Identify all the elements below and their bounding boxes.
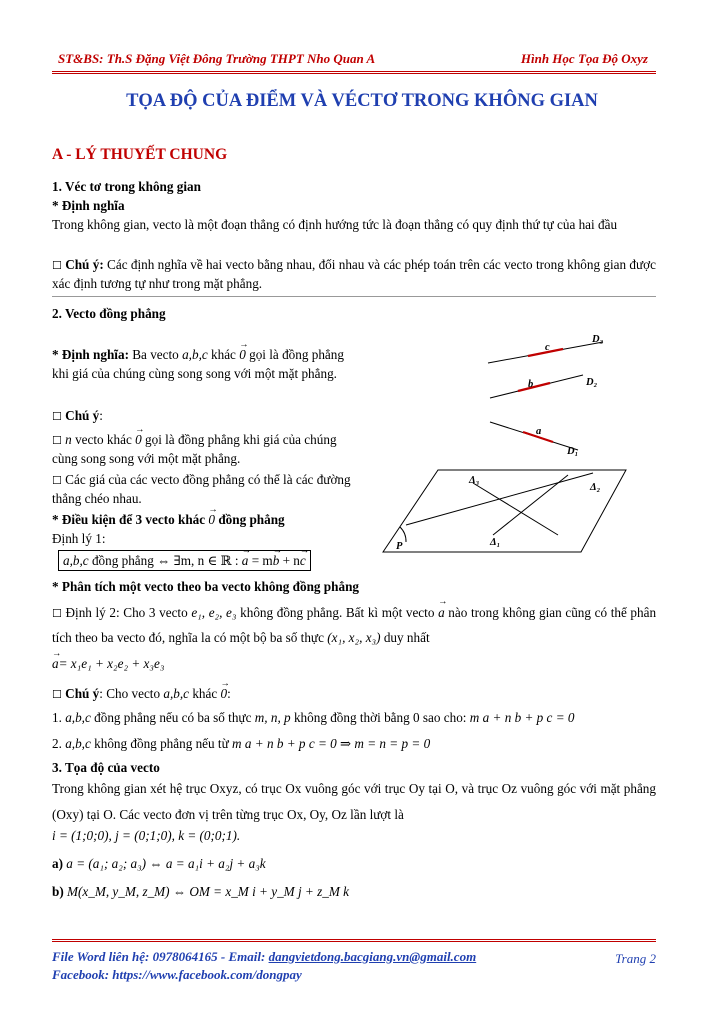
footer-line1 bbox=[52, 948, 476, 967]
thm2-formula bbox=[52, 654, 164, 673]
s2-heading: 2. Vecto đồng phẳng bbox=[52, 306, 166, 321]
s3-text: Trong không gian xét hệ trục Oxyz, có trục Ox vuông góc với trục Oy tại O, và trục Oz vuông góc với mặt phẳng (Oxy) tại O. Các vecto đơn vị trên từng trục Ox, Oy, Oz lần lượt là bbox=[52, 781, 656, 822]
item1-formula: m a + n b + p c = 0 bbox=[469, 710, 575, 725]
vector-b bbox=[518, 383, 550, 391]
item1-text-d: không đồng thời bằng 0 sao cho: bbox=[293, 710, 467, 725]
item2-vectors: a,b,c bbox=[65, 736, 91, 751]
s2-def-vectors: a,b,c bbox=[182, 347, 208, 362]
label-p: P bbox=[396, 541, 403, 552]
s1-note-text: Các định nghĩa về hai vecto bằng nhau, đối nhau và các phép toán trên các vecto trong không gian được xác định tương tự như trong mặt phẳng. bbox=[52, 257, 656, 292]
item1-num: 1. bbox=[52, 710, 62, 725]
thm1-box bbox=[58, 550, 311, 571]
note1-text-b: gọi là đồng phẳng khi giá của chúng cùng song song với một mặt phẳng. bbox=[52, 432, 337, 467]
bullet-icon: ☐ bbox=[52, 259, 62, 272]
vec-b: → b bbox=[273, 551, 280, 570]
item1-text-b: đồng phẳng nếu có ba số thực bbox=[94, 710, 252, 725]
bullet-icon: ☐ bbox=[52, 607, 62, 620]
s1-note-label: Chú ý: bbox=[65, 257, 104, 272]
s1-heading: 1. Véc tơ trong không gian bbox=[52, 179, 201, 194]
item2-num: 2. bbox=[52, 736, 62, 751]
s2-def-text-b: khác bbox=[211, 347, 236, 362]
item2-formula: m a + n b + p c = 0 ⇒ m = n = p = 0 bbox=[232, 736, 431, 751]
vec-c: → c bbox=[300, 551, 306, 570]
footer-contact: File Word liên hệ: 0978064165 - Email: bbox=[52, 949, 269, 964]
item1-vars: m, n, p bbox=[254, 710, 291, 725]
cond-b: đồng phẳng bbox=[218, 512, 285, 527]
s2-def-label: * Định nghĩa: bbox=[52, 347, 129, 362]
s3-a-label: a) bbox=[52, 856, 63, 871]
header-rule-2 bbox=[52, 73, 656, 74]
s1-note bbox=[52, 255, 656, 293]
thm1-text-b: = m bbox=[251, 553, 273, 568]
line-delta1 bbox=[493, 475, 568, 535]
item1-vectors: a,b,c bbox=[65, 710, 91, 725]
s2-note: ☐ Chú ý: bbox=[52, 408, 103, 423]
page-number: Trang 2 bbox=[615, 951, 656, 966]
label-delta1: Δ₁ bbox=[490, 537, 501, 548]
s3-b-formula: M(x_M, y_M, z_M) ⇔ OM = x_M i + y_M j + z_M k bbox=[67, 884, 349, 899]
s2-note1 bbox=[52, 430, 352, 468]
vec-a: → a bbox=[438, 600, 445, 625]
label-delta3: Δ₃ bbox=[469, 475, 480, 486]
s1-def-label: * Định nghĩa bbox=[52, 198, 125, 213]
header-left: ST&BS: Th.S Đặng Việt Đông Trường THPT Nho Quan A bbox=[58, 51, 376, 66]
s3-units-text: i = (1;0;0), j = (0;1;0), k = (0;0;1). bbox=[52, 828, 241, 843]
bullet-icon: ☐ bbox=[52, 434, 62, 447]
s3-units bbox=[52, 826, 240, 845]
note3-vectors: a,b,c bbox=[163, 686, 190, 701]
footer-rule-2 bbox=[52, 941, 656, 942]
header-right: Hình Học Tọa Độ Oxyz bbox=[520, 51, 648, 66]
angle-mark bbox=[400, 527, 406, 542]
s2-anal-heading: * Phân tích một vecto theo ba vecto không đồng phẳng bbox=[52, 579, 360, 594]
page-header bbox=[58, 50, 648, 70]
s2-note2 bbox=[52, 470, 352, 508]
line-delta3 bbox=[473, 483, 558, 535]
section-a-heading: A - LÝ THUYẾT CHUNG bbox=[52, 146, 228, 163]
s2-note-label: Chú ý bbox=[65, 408, 100, 423]
note3-label: Chú ý bbox=[65, 686, 100, 701]
label-delta2: Δ₂ bbox=[590, 482, 601, 493]
s2-def bbox=[52, 345, 352, 383]
thm2 bbox=[52, 600, 656, 650]
thm2-formula-text: = x₁e₁ + x₂e₂ + x₃e₃ bbox=[58, 656, 165, 671]
s3-item-a bbox=[52, 854, 266, 873]
zero-vector: → 0 bbox=[135, 430, 142, 449]
zero-vector: → 0 bbox=[239, 345, 246, 364]
note3-text-b: khác bbox=[192, 686, 218, 701]
thm2-text-c: nào trong không gian cũng có thể phân tích theo ba vecto đó, nghĩa la có một bộ ba số thực bbox=[52, 605, 657, 646]
note1-text-a: vecto khác bbox=[75, 432, 132, 447]
s3-a-formula: a = (a₁; a₂; a₃) ⇔ a = a₁i + a₂j + a₃k bbox=[66, 856, 266, 871]
thm2-text-a: Định lý 2: Cho 3 vecto bbox=[65, 605, 188, 620]
zero-vector: → 0 bbox=[221, 684, 228, 703]
s3-b-label: b) bbox=[52, 884, 64, 899]
thm1-vectors: a,b,c bbox=[63, 553, 89, 568]
label-c: c bbox=[545, 342, 550, 353]
bullet-icon: ☐ bbox=[52, 474, 62, 487]
s2-item2 bbox=[52, 734, 430, 753]
s3-item-b bbox=[52, 882, 349, 901]
s2-note3: ☐ Chú ý: Cho vecto a,b,c khác → 0: bbox=[52, 684, 231, 703]
thm1-label: Định lý 1: bbox=[52, 531, 106, 546]
thm2-text-d: duy nhất bbox=[383, 630, 430, 646]
page-title: TỌA ĐỘ CỦA ĐIỂM VÀ VÉCTƠ TRONG KHÔNG GIAN bbox=[126, 91, 598, 111]
bullet-icon: ☐ bbox=[52, 688, 62, 701]
s2-item1 bbox=[52, 708, 575, 727]
zero-vector: → 0 bbox=[208, 510, 215, 529]
cond-a: * Điều kiện để 3 vecto khác bbox=[52, 512, 206, 527]
label-d1: D₁ bbox=[567, 446, 579, 457]
vec-a: → a bbox=[242, 551, 249, 570]
footer-rule bbox=[52, 939, 656, 940]
note3-text: : Cho vecto bbox=[99, 686, 161, 701]
note2-text: Các giá của các vecto đồng phẳng có thể là các đường thẳng chéo nhau. bbox=[52, 472, 351, 507]
item2-text-b: không đồng phẳng nếu từ bbox=[94, 736, 229, 751]
footer-line2[interactable]: Facebook: https://www.facebook.com/dongpay bbox=[52, 967, 302, 982]
vec-a: → a bbox=[52, 654, 59, 673]
thm2-triple: (x₁, x₂, x₃) bbox=[327, 630, 381, 646]
thm1-text-c: + n bbox=[282, 553, 300, 568]
thm2-text-b: không đồng phẳng. Bất kì một vecto bbox=[240, 605, 435, 620]
coplanar-figure bbox=[378, 330, 648, 555]
s1-def-text: Trong không gian, vecto là một đoạn thẳng có định hướng tức là đoạn thẳng có quy định thứ tự của hai đầu bbox=[52, 217, 618, 232]
s2-def-text-a: Ba vecto bbox=[132, 347, 179, 362]
label-d3: D₃ bbox=[592, 334, 604, 345]
thm2-vectors: e₁, e₂, e₃ bbox=[191, 605, 237, 620]
footer-email-link[interactable]: dangvietdong.bacgiang.vn@gmail.com bbox=[268, 949, 477, 964]
s3-heading: 3. Tọa độ của vecto bbox=[52, 760, 160, 775]
header-rule bbox=[52, 71, 656, 72]
bullet-icon: ☐ bbox=[52, 410, 62, 423]
label-b: b bbox=[528, 379, 534, 390]
label-d2: D₂ bbox=[586, 377, 598, 388]
divider bbox=[52, 296, 656, 297]
label-a: a bbox=[536, 426, 542, 437]
s2-cond-heading bbox=[52, 510, 285, 529]
n-var: n bbox=[65, 432, 72, 447]
line-delta2 bbox=[406, 473, 593, 525]
thm1-text-a: đồng phẳng ⇔ ∃m, n ∈ ℝ : bbox=[91, 553, 239, 568]
s2-def-text-c: gọi là đồng phẳng khi giá của chúng cùng song song với một mặt phẳng. bbox=[52, 347, 344, 382]
